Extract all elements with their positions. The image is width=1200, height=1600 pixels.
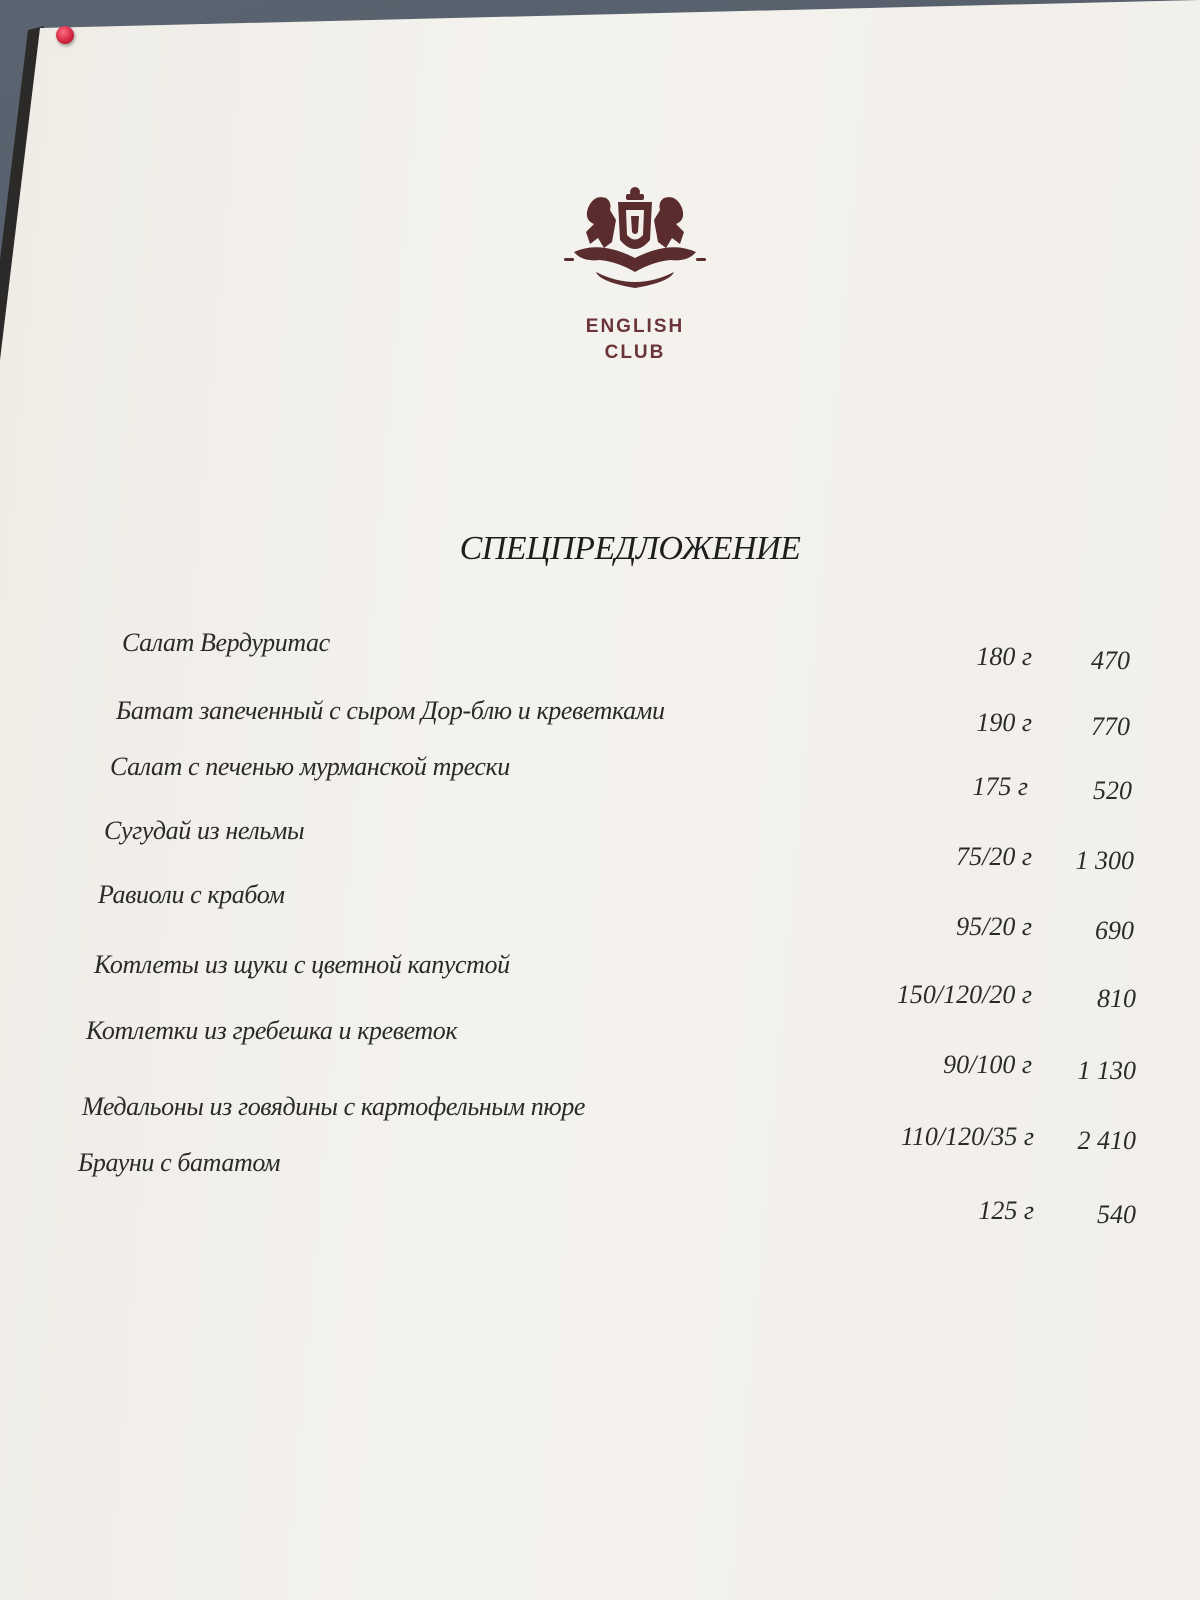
brand-name-line1: ENGLISH (585, 316, 685, 337)
menu-item-weight: 125 г (978, 1196, 1034, 1225)
menu-item-weight: 190 г (976, 708, 1032, 737)
menu-item-price: 470 (1091, 646, 1130, 675)
menu-item-price: 770 (1091, 712, 1130, 741)
menu-item-name: Медальоны из говядины с картофельным пюре (82, 1092, 586, 1121)
menu-item-price: 1 300 (1075, 846, 1134, 875)
brand-name-line2: CLUB (604, 342, 666, 363)
menu-item-price: 520 (1093, 776, 1132, 805)
lion-crest-emblem-icon (560, 180, 710, 300)
push-pin-icon (56, 26, 74, 44)
menu-item-weight: 90/100 г (943, 1050, 1032, 1079)
menu-item-price: 2 410 (1077, 1126, 1136, 1155)
menu-item-weight: 180 г (976, 642, 1032, 671)
menu-item-price: 540 (1097, 1200, 1136, 1229)
menu-item-weight: 110/120/35 г (900, 1122, 1034, 1151)
menu-item-price: 810 (1097, 984, 1136, 1013)
menu-item-name: Котлетки из гребешка и креветок (86, 1016, 458, 1045)
menu-item-price: 690 (1095, 916, 1134, 945)
menu-item-weight: 150/120/20 г (896, 980, 1032, 1009)
section-title: СПЕЦПРЕДЛОЖЕНИЕ (459, 530, 801, 567)
menu-item-name: Котлеты из щуки с цветной капустой (94, 950, 510, 979)
menu-item-name: Сугудай из нельмы (104, 816, 305, 845)
menu-item-name: Брауни с бататом (78, 1148, 281, 1177)
menu-item-name: Салат Вердуритас (122, 628, 330, 657)
menu-item-price: 1 130 (1077, 1056, 1136, 1085)
menu-item-weight: 95/20 г (956, 912, 1032, 941)
menu-item-weight: 175 г (972, 772, 1028, 801)
menu-item-name: Батат запеченный с сыром Дор-блю и креветками (116, 696, 665, 725)
menu-item-weight: 75/20 г (956, 842, 1032, 871)
menu-item-name: Равиоли с крабом (98, 880, 285, 909)
menu-item-name: Салат с печенью мурманской трески (110, 752, 510, 781)
